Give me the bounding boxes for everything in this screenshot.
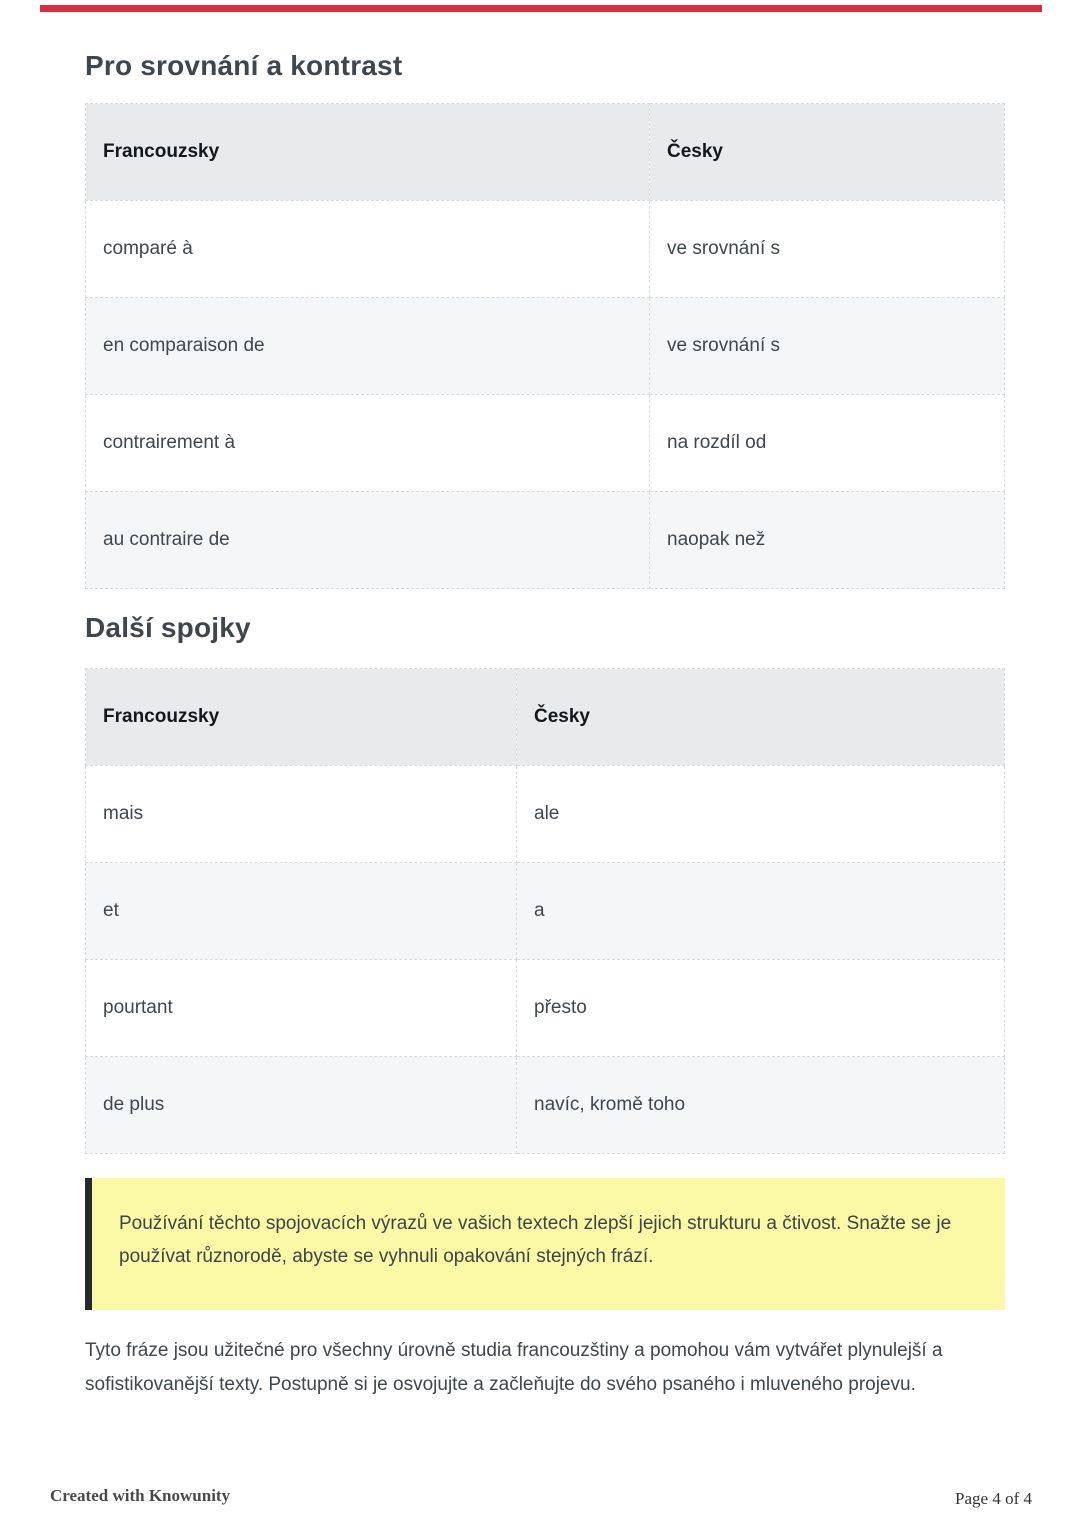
table-cell: comparé à: [86, 201, 650, 298]
section-title-comparison: Pro srovnání a kontrast: [85, 50, 403, 81]
column-header: Francouzsky: [86, 104, 650, 201]
table-cell: en comparaison de: [86, 298, 650, 395]
table-row: [86, 201, 1005, 298]
footer-page-number: Page 4 of 4: [955, 1489, 1032, 1508]
table-row: [86, 298, 1005, 395]
table-cell: na rozdíl od: [650, 395, 1005, 492]
column-header: Česky: [517, 669, 1005, 766]
table-cell: ve srovnání s: [650, 298, 1005, 395]
table-cell: mais: [86, 766, 517, 863]
vocab-table-comparison: [85, 103, 1005, 589]
table-cell: navíc, kromě toho: [517, 1057, 1005, 1154]
table-row: [86, 395, 1005, 492]
table-row: [86, 492, 1005, 589]
footer-credit: Created with Knowunity: [50, 1486, 231, 1505]
column-header: Francouzsky: [86, 669, 517, 766]
table-cell: et: [86, 863, 517, 960]
table-cell: přesto: [517, 960, 1005, 1057]
table-row: [86, 863, 1005, 960]
vocab-table-conjunctions: [85, 668, 1005, 1154]
table-cell: naopak než: [650, 492, 1005, 589]
table-header-row: [86, 669, 1005, 766]
table-cell: pourtant: [86, 960, 517, 1057]
column-header: Česky: [650, 104, 1005, 201]
table-header-row: [86, 104, 1005, 201]
table-row: [86, 960, 1005, 1057]
table-row: [86, 766, 1005, 863]
table-cell: au contraire de: [86, 492, 650, 589]
table-cell: a: [517, 863, 1005, 960]
table-cell: de plus: [86, 1057, 517, 1154]
closing-paragraph: Tyto fráze jsou užitečné pro všechny úrovně studia francouzštiny a pomohou vám vytvářet plynulejší a sofistikovanější texty. Postupně si je osvojujte a začleňujte do svého psaného i mluveného projevu.: [85, 1340, 943, 1395]
table-cell: ale: [517, 766, 1005, 863]
section-title-conjunctions: Další spojky: [85, 612, 251, 643]
table-row: [86, 1057, 1005, 1154]
top-accent-bar: [40, 5, 1042, 12]
table-cell: contrairement à: [86, 395, 650, 492]
tip-callout: [85, 1178, 1005, 1310]
tip-callout-text: Používání těchto spojovacích výrazů ve vašich textech zlepší jejich strukturu a čtivost. Snažte se je používat různorodě, abyste se vyhnuli opakování stejných frází.: [119, 1213, 952, 1267]
table-cell: ve srovnání s: [650, 201, 1005, 298]
